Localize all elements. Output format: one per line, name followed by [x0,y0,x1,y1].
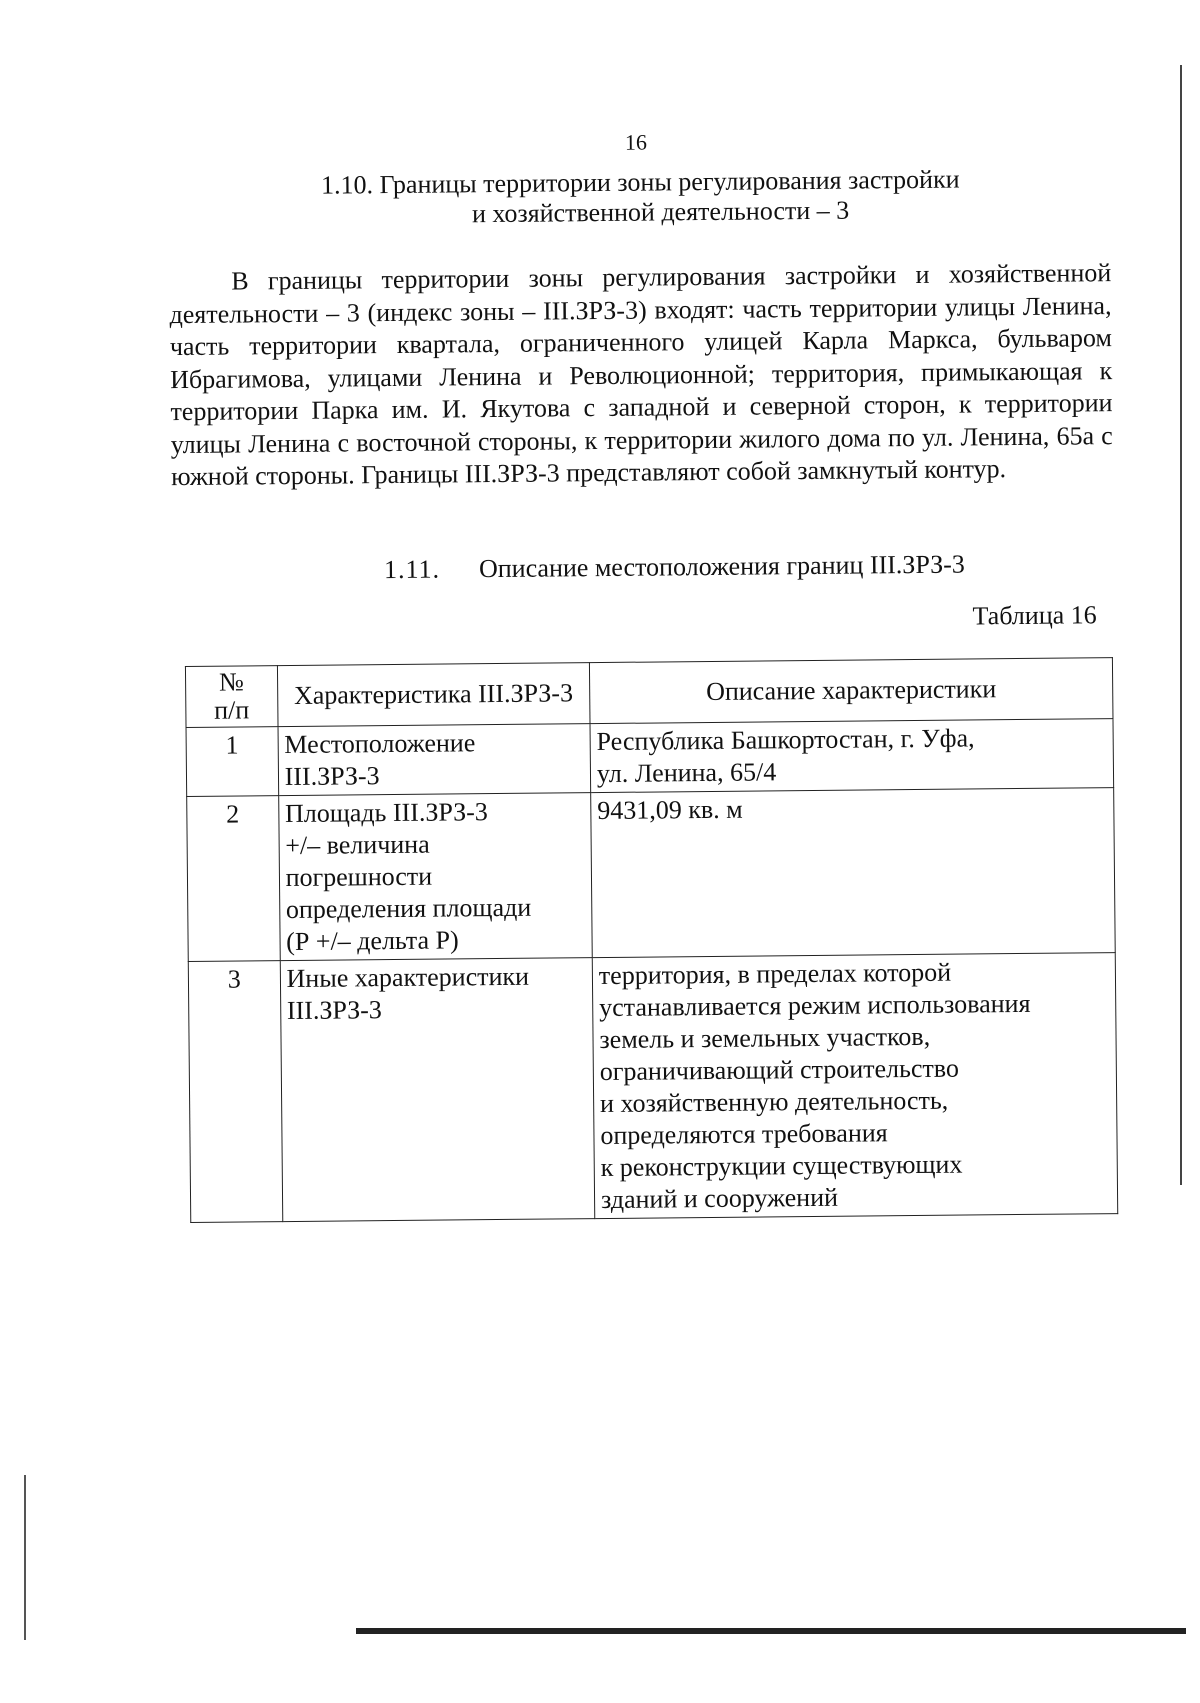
row-description: территория, в пределах которой устанавливается режим использования земель и земельных участков, ограничивающий строительство и хозяйственную деятельность, определяются требования к реконструкции существующих зданий и сооружений [592,953,1118,1219]
table-row [188,953,1117,1223]
subsection-number: 1.11. [383,554,441,585]
table-row [187,788,1116,962]
row-characteristic: Иные характеристики III.ЗРЗ-3 [280,958,595,1222]
row-characteristic: Местоположение III.ЗРЗ-3 [278,724,591,796]
row-description: Республика Башкортостан, г. Уфа, ул. Ленина, 65/4 [590,719,1114,793]
section-heading-line-2: и хозяйственной деятельности – 3 [471,195,850,229]
row-description: 9431,09 кв. м [591,788,1116,958]
header-number: № п/п [185,666,277,728]
row-characteristic: Площадь III.ЗРЗ-3 +/– величина погрешности определения площади (Р +/– дельта Р) [278,793,592,961]
row-number: 2 [187,796,280,962]
table-row [186,719,1114,797]
characteristics-table [185,657,1118,1223]
section-heading [290,164,991,231]
row-number: 3 [188,961,282,1223]
table-caption: Таблица 16 [972,600,1097,631]
subsection-title: Описание местоположения границ III.ЗРЗ-3 [478,549,965,584]
row-number: 1 [186,727,278,797]
header-characteristic: Характеристика III.ЗРЗ-3 [277,663,590,727]
table-header-row [185,658,1113,728]
subsection-heading [384,550,965,586]
section-heading-line-1: 1.10. Границы территории зоны регулирования застройки [320,164,960,200]
body-paragraph: В границы территории зоны регулирования застройки и хозяйственной деятельности – 3 (индекс зоны – III.ЗРЗ-3) входят: часть территории улицы Ленина, часть территории квартала, ограниченного улицей Карла Маркса, бульваром Ибрагимова, улицами Ленина и Революционной; территория, примыкающая к территории Парка им. И. Якутова с западной и северной сторон, к территории улицы Ленина с восточной стороны, к территории жилого дома по ул. Ленина, 65а с южной стороны. Границы III.ЗРЗ-3 представляют собой замкнутый контур. [169,258,1113,492]
header-description: Описание характеристики [589,658,1113,724]
page-number: 16 [624,129,648,155]
